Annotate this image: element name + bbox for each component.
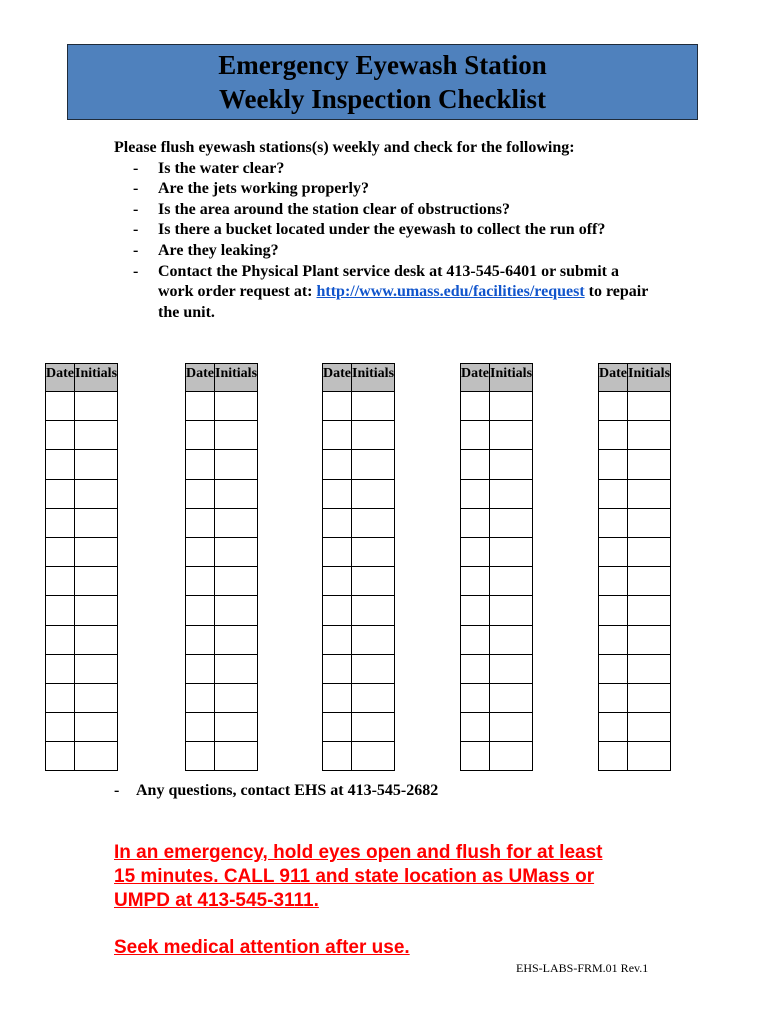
initials-column-header: Initials <box>490 364 533 392</box>
table-row <box>186 713 258 742</box>
initials-column-header: Initials <box>628 364 671 392</box>
date-column-header: Date <box>461 364 490 392</box>
table-row <box>186 421 258 450</box>
table-row <box>461 742 533 771</box>
initials-cell[interactable] <box>352 508 395 537</box>
table-row <box>323 713 395 742</box>
table-row <box>323 654 395 683</box>
initials-cell[interactable] <box>628 537 671 566</box>
date-cell[interactable] <box>323 508 352 537</box>
table-row <box>46 537 118 566</box>
initials-cell[interactable] <box>215 742 258 771</box>
date-cell[interactable] <box>186 683 215 712</box>
initials-cell[interactable] <box>215 654 258 683</box>
log-table <box>598 363 671 771</box>
table-row <box>46 479 118 508</box>
table-row <box>323 537 395 566</box>
initials-cell[interactable] <box>628 421 671 450</box>
date-cell[interactable] <box>46 450 75 479</box>
warning-line: In an emergency, hold eyes open and flush for at least <box>114 842 603 863</box>
table-row <box>323 683 395 712</box>
initials-cell[interactable] <box>352 625 395 654</box>
work-order-link[interactable]: http://www.umass.edu/facilities/request <box>316 283 585 301</box>
date-cell[interactable] <box>186 537 215 566</box>
table-row <box>461 683 533 712</box>
date-cell[interactable] <box>599 421 628 450</box>
initials-cell[interactable] <box>75 683 118 712</box>
page-title-line-2: Weekly Inspection Checklist <box>218 84 547 114</box>
initials-cell[interactable] <box>628 596 671 625</box>
date-cell[interactable] <box>46 421 75 450</box>
date-cell[interactable] <box>323 479 352 508</box>
emergency-warning <box>114 841 603 960</box>
date-cell[interactable] <box>186 654 215 683</box>
table-row <box>186 654 258 683</box>
table-row <box>46 683 118 712</box>
date-cell[interactable] <box>461 421 490 450</box>
date-cell[interactable] <box>46 625 75 654</box>
date-cell[interactable] <box>186 625 215 654</box>
table-row <box>186 567 258 596</box>
table-row <box>186 479 258 508</box>
table-row <box>461 596 533 625</box>
date-cell[interactable] <box>323 713 352 742</box>
table-row <box>599 625 671 654</box>
instructions <box>114 138 654 323</box>
initials-cell[interactable] <box>490 421 533 450</box>
initials-cell[interactable] <box>628 713 671 742</box>
date-cell[interactable] <box>46 392 75 421</box>
date-cell[interactable] <box>46 479 75 508</box>
date-cell[interactable] <box>186 596 215 625</box>
date-cell[interactable] <box>323 421 352 450</box>
warning-line: Seek medical attention after use. <box>114 937 410 958</box>
date-cell[interactable] <box>186 392 215 421</box>
date-cell[interactable] <box>599 537 628 566</box>
date-cell[interactable] <box>46 567 75 596</box>
table-row <box>599 537 671 566</box>
table-row <box>323 742 395 771</box>
table-row <box>461 479 533 508</box>
table-row <box>46 654 118 683</box>
table-row <box>323 596 395 625</box>
initials-cell[interactable] <box>490 450 533 479</box>
initials-cell[interactable] <box>628 450 671 479</box>
initials-cell[interactable] <box>215 479 258 508</box>
initials-cell[interactable] <box>75 742 118 771</box>
checklist-item: - Is there a bucket located under the eyewash to collect the run off? <box>133 221 606 239</box>
initials-cell[interactable] <box>75 392 118 421</box>
table-row <box>186 450 258 479</box>
initials-cell[interactable] <box>490 596 533 625</box>
initials-cell[interactable] <box>490 742 533 771</box>
initials-cell[interactable] <box>215 625 258 654</box>
initials-cell[interactable] <box>352 654 395 683</box>
date-cell[interactable] <box>599 392 628 421</box>
initials-column-header: Initials <box>75 364 118 392</box>
initials-cell[interactable] <box>352 450 395 479</box>
initials-cell[interactable] <box>490 392 533 421</box>
date-cell[interactable] <box>46 596 75 625</box>
date-cell[interactable] <box>599 713 628 742</box>
initials-column-header: Initials <box>352 364 395 392</box>
date-cell[interactable] <box>599 450 628 479</box>
initials-cell[interactable] <box>628 479 671 508</box>
date-cell[interactable] <box>323 450 352 479</box>
table-row <box>46 596 118 625</box>
date-cell[interactable] <box>461 713 490 742</box>
initials-cell[interactable] <box>490 625 533 654</box>
initials-cell[interactable] <box>352 683 395 712</box>
initials-cell[interactable] <box>215 567 258 596</box>
table-row <box>186 742 258 771</box>
table-row <box>323 450 395 479</box>
date-cell[interactable] <box>599 654 628 683</box>
table-row <box>46 508 118 537</box>
initials-cell[interactable] <box>215 508 258 537</box>
table-row <box>599 742 671 771</box>
initials-cell[interactable] <box>215 450 258 479</box>
table-row <box>323 392 395 421</box>
table-row <box>599 567 671 596</box>
date-cell[interactable] <box>186 479 215 508</box>
date-cell[interactable] <box>186 742 215 771</box>
initials-cell[interactable] <box>75 713 118 742</box>
initials-cell[interactable] <box>75 625 118 654</box>
table-row <box>186 625 258 654</box>
table-row <box>461 450 533 479</box>
table-row <box>46 421 118 450</box>
initials-cell[interactable] <box>215 421 258 450</box>
date-cell[interactable] <box>599 596 628 625</box>
date-cell[interactable] <box>323 654 352 683</box>
date-cell[interactable] <box>186 713 215 742</box>
initials-cell[interactable] <box>352 713 395 742</box>
table-row <box>599 392 671 421</box>
table-row <box>461 625 533 654</box>
date-cell[interactable] <box>461 683 490 712</box>
initials-cell[interactable] <box>352 742 395 771</box>
initials-column-header: Initials <box>215 364 258 392</box>
table-row <box>461 508 533 537</box>
contact-item: - Contact the Physical Plant service desk at 413-545-6401 or submit a work order request at: http://www.umass.edu/facilities/request to repair the unit. <box>133 262 649 321</box>
initials-cell[interactable] <box>75 421 118 450</box>
log-table <box>185 363 258 771</box>
date-cell[interactable] <box>323 742 352 771</box>
checklist-item: - Is the area around the station clear of obstructions? <box>133 200 510 218</box>
initials-cell[interactable] <box>628 742 671 771</box>
checklist-item: - Are the jets working properly? <box>133 180 369 198</box>
title-banner <box>67 44 698 120</box>
date-cell[interactable] <box>323 567 352 596</box>
table-row <box>186 596 258 625</box>
checklist-item: - Are they leaking? <box>133 241 279 259</box>
initials-cell[interactable] <box>352 596 395 625</box>
date-cell[interactable] <box>323 683 352 712</box>
initials-cell[interactable] <box>490 537 533 566</box>
date-cell[interactable] <box>461 479 490 508</box>
table-row <box>186 392 258 421</box>
initials-cell[interactable] <box>490 683 533 712</box>
date-cell[interactable] <box>46 713 75 742</box>
form-id: EHS-LABS-FRM.01 Rev.1 <box>516 961 649 975</box>
initials-cell[interactable] <box>75 537 118 566</box>
date-cell[interactable] <box>599 742 628 771</box>
date-cell[interactable] <box>46 654 75 683</box>
table-row <box>323 479 395 508</box>
warning-line: 15 minutes. CALL 911 and state location as UMass or <box>114 866 595 887</box>
initials-cell[interactable] <box>490 713 533 742</box>
date-column-header: Date <box>186 364 215 392</box>
initials-cell[interactable] <box>75 567 118 596</box>
date-cell[interactable] <box>599 683 628 712</box>
table-row <box>599 683 671 712</box>
table-row <box>461 567 533 596</box>
date-cell[interactable] <box>323 596 352 625</box>
date-cell[interactable] <box>461 742 490 771</box>
log-table <box>460 363 533 771</box>
initials-cell[interactable] <box>352 567 395 596</box>
date-cell[interactable] <box>599 567 628 596</box>
date-cell[interactable] <box>599 479 628 508</box>
initials-cell[interactable] <box>352 479 395 508</box>
date-cell[interactable] <box>46 683 75 712</box>
date-cell[interactable] <box>186 508 215 537</box>
table-row <box>461 392 533 421</box>
table-row <box>186 683 258 712</box>
date-column-header: Date <box>46 364 75 392</box>
initials-cell[interactable] <box>215 683 258 712</box>
table-row <box>461 713 533 742</box>
date-cell[interactable] <box>46 537 75 566</box>
table-row <box>461 537 533 566</box>
date-cell[interactable] <box>461 392 490 421</box>
initials-cell[interactable] <box>215 596 258 625</box>
initials-cell[interactable] <box>215 713 258 742</box>
table-row <box>323 625 395 654</box>
checklist <box>114 159 654 324</box>
initials-cell[interactable] <box>75 654 118 683</box>
initials-cell[interactable] <box>628 567 671 596</box>
table-row <box>461 654 533 683</box>
date-cell[interactable] <box>186 567 215 596</box>
date-cell[interactable] <box>46 742 75 771</box>
initials-cell[interactable] <box>628 625 671 654</box>
date-cell[interactable] <box>461 567 490 596</box>
date-cell[interactable] <box>461 508 490 537</box>
table-row <box>599 596 671 625</box>
initials-cell[interactable] <box>75 479 118 508</box>
page-title-line-1: Emergency Eyewash Station <box>218 50 547 80</box>
initials-cell[interactable] <box>215 392 258 421</box>
initials-cell[interactable] <box>628 392 671 421</box>
initials-cell[interactable] <box>628 654 671 683</box>
log-table <box>322 363 395 771</box>
date-cell[interactable] <box>186 450 215 479</box>
table-row <box>46 392 118 421</box>
table-row <box>186 508 258 537</box>
table-row <box>46 742 118 771</box>
table-row <box>599 654 671 683</box>
table-row <box>599 508 671 537</box>
initials-cell[interactable] <box>628 508 671 537</box>
table-row <box>46 567 118 596</box>
date-column-header: Date <box>599 364 628 392</box>
date-cell[interactable] <box>323 625 352 654</box>
initials-cell[interactable] <box>352 537 395 566</box>
table-row <box>461 421 533 450</box>
table-row <box>323 421 395 450</box>
table-row <box>599 421 671 450</box>
date-cell[interactable] <box>461 654 490 683</box>
date-cell[interactable] <box>461 625 490 654</box>
table-row <box>46 713 118 742</box>
table-row <box>599 479 671 508</box>
date-cell[interactable] <box>461 596 490 625</box>
checklist-item: - Is the water clear? <box>133 159 285 177</box>
initials-cell[interactable] <box>490 508 533 537</box>
date-cell[interactable] <box>46 508 75 537</box>
initials-cell[interactable] <box>215 537 258 566</box>
date-cell[interactable] <box>461 450 490 479</box>
initials-cell[interactable] <box>490 654 533 683</box>
table-row <box>186 537 258 566</box>
initials-cell[interactable] <box>352 421 395 450</box>
date-cell[interactable] <box>599 625 628 654</box>
initials-cell[interactable] <box>75 508 118 537</box>
warning-line: UMPD at 413-545-3111. <box>114 890 319 911</box>
date-cell[interactable] <box>323 537 352 566</box>
date-cell[interactable] <box>599 508 628 537</box>
date-cell[interactable] <box>323 392 352 421</box>
instructions-lead: Please flush eyewash stations(s) weekly and check for the following: <box>114 139 575 156</box>
table-row <box>599 450 671 479</box>
questions-note: - Any questions, contact EHS at 413-545-2682 <box>114 782 439 799</box>
date-column-header: Date <box>323 364 352 392</box>
initials-cell[interactable] <box>490 479 533 508</box>
table-row <box>323 567 395 596</box>
date-cell[interactable] <box>461 537 490 566</box>
table-row <box>323 508 395 537</box>
table-row <box>46 625 118 654</box>
date-cell[interactable] <box>186 421 215 450</box>
table-row <box>599 713 671 742</box>
initials-cell[interactable] <box>75 596 118 625</box>
initials-cell[interactable] <box>75 450 118 479</box>
initials-cell[interactable] <box>490 567 533 596</box>
initials-cell[interactable] <box>352 392 395 421</box>
table-row <box>46 450 118 479</box>
log-table <box>45 363 118 771</box>
initials-cell[interactable] <box>628 683 671 712</box>
